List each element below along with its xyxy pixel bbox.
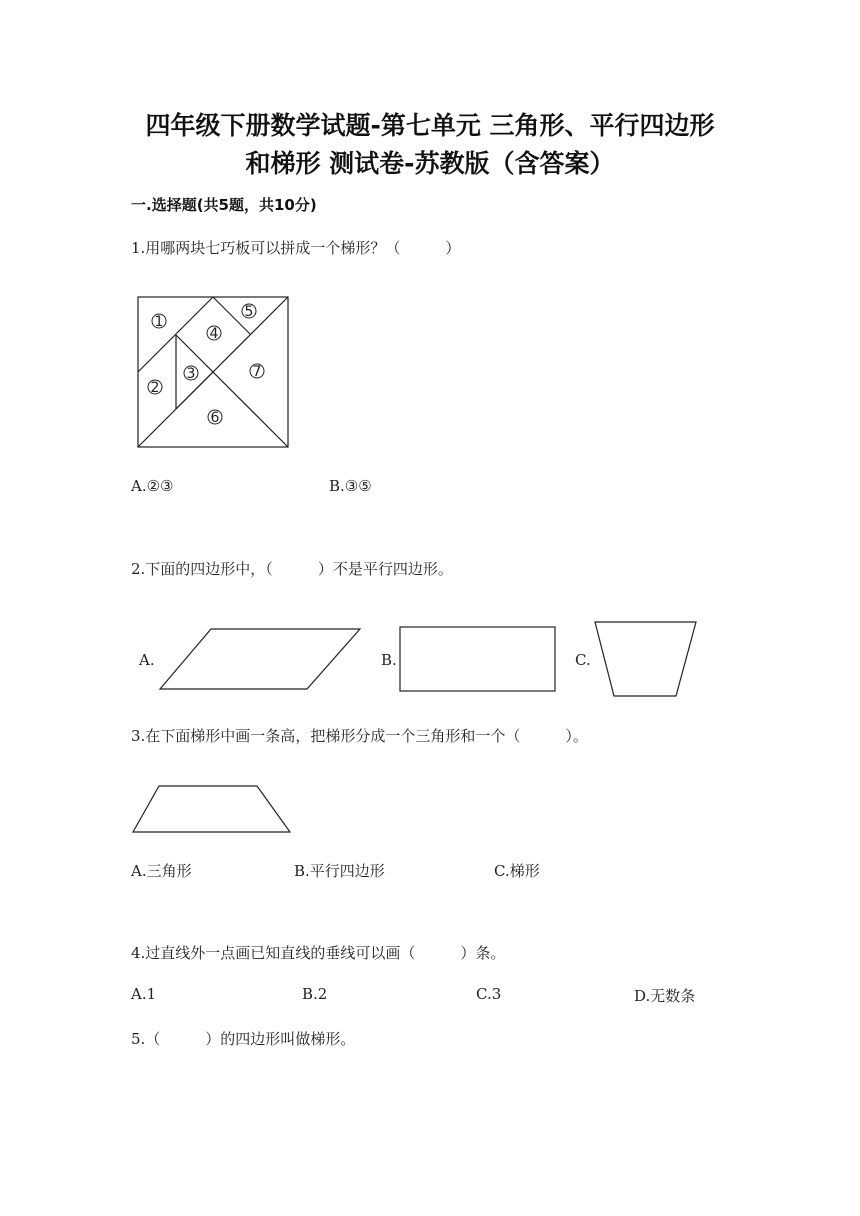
- piece-label-7: [250, 364, 264, 380]
- rectangle-shape: [399, 626, 557, 693]
- piece-label-3: [184, 366, 198, 382]
- trapezoid-shape: [131, 785, 293, 835]
- piece-label-5: [242, 304, 256, 320]
- page-title-line-1: 四年级下册数学试题-第七单元 三角形、平行四边形: [145, 111, 715, 140]
- q4-option-a[interactable]: A.1: [131, 985, 157, 1003]
- q2-label-c[interactable]: C.: [575, 651, 591, 669]
- inverted-trapezoid-shape: [594, 620, 698, 698]
- svg-text:3: 3: [186, 366, 196, 382]
- tangram-figure: [138, 297, 290, 449]
- q3-option-b[interactable]: B.平行四边形: [294, 862, 385, 880]
- question-1-text: 1.用哪两块七巧板可以拼成一个梯形？（ ）: [131, 239, 461, 257]
- q2-label-b[interactable]: B.: [381, 651, 397, 669]
- question-3-text: 3.在下面梯形中画一条高，把梯形分成一个三角形和一个（ ）。: [131, 727, 588, 745]
- svg-text:5: 5: [244, 304, 254, 320]
- q4-option-d[interactable]: D.无数条: [634, 987, 696, 1005]
- svg-text:2: 2: [150, 380, 160, 396]
- piece-label-4: [207, 326, 221, 342]
- question-5-text: 5.（ ）的四边形叫做梯形。: [131, 1030, 356, 1048]
- svg-text:1: 1: [154, 314, 164, 330]
- q3-option-a[interactable]: A.三角形: [131, 862, 192, 880]
- piece-label-1: [152, 314, 166, 330]
- q1-option-a[interactable]: A.②③: [131, 477, 174, 495]
- q3-option-c[interactable]: C.梯形: [494, 862, 540, 880]
- parallelogram-shape: [158, 628, 362, 692]
- q4-option-c[interactable]: C.3: [476, 985, 502, 1003]
- question-4-text: 4.过直线外一点画已知直线的垂线可以画（ ）条。: [131, 944, 506, 962]
- svg-text:7: 7: [252, 364, 262, 380]
- svg-text:4: 4: [209, 326, 219, 342]
- q2-label-a[interactable]: A.: [139, 651, 155, 669]
- piece-label-6: [208, 410, 222, 426]
- section-heading: 一.选择题(共5题，共10分): [131, 196, 317, 214]
- svg-text:6: 6: [210, 410, 220, 426]
- q1-option-b[interactable]: B.③⑤: [329, 477, 372, 495]
- q4-option-b[interactable]: B.2: [302, 985, 328, 1003]
- page-title-line-2: 和梯形 测试卷-苏教版（含答案）: [245, 149, 615, 178]
- piece-label-2: [148, 380, 162, 396]
- question-2-text: 2.下面的四边形中，（ ）不是平行四边形。: [131, 560, 453, 578]
